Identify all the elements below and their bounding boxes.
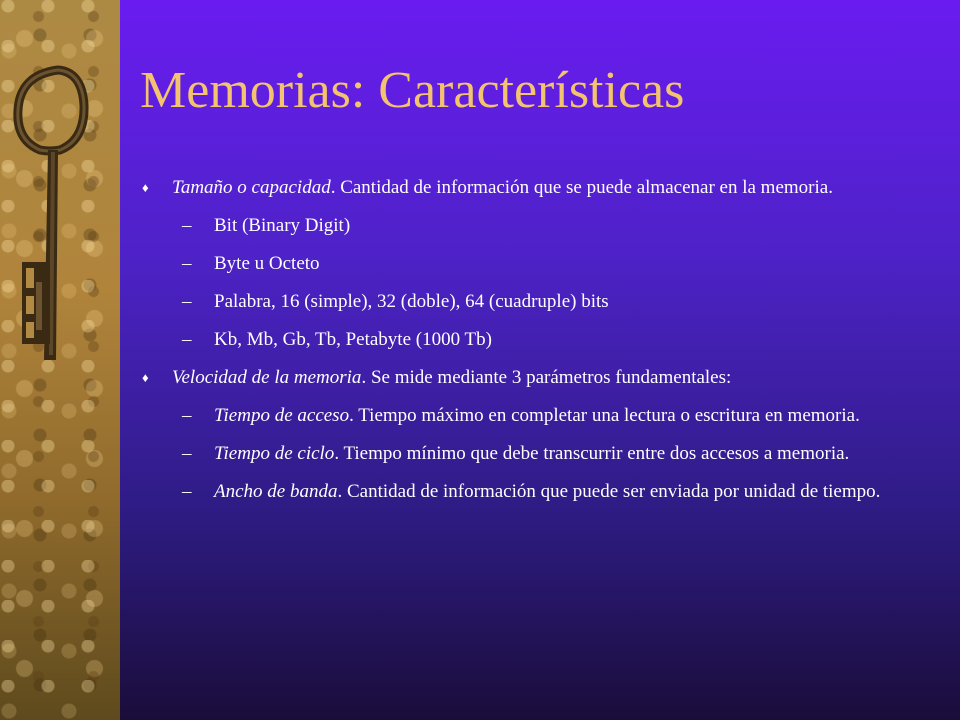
sub-item-term: Tiempo de acceso (214, 405, 350, 426)
dash-bullet-icon: – (182, 291, 192, 312)
dash-bullet-icon: – (182, 481, 192, 502)
sub-item-text: Byte u Octeto (214, 253, 320, 274)
dash-bullet-icon: – (182, 215, 192, 236)
sub-item-text: Palabra, 16 (simple), 32 (doble), 64 (cuadruple) bits (214, 291, 609, 312)
dash-bullet-icon: – (182, 443, 192, 464)
dash-bullet-icon: – (182, 405, 192, 426)
sub-item-text: Kb, Mb, Gb, Tb, Petabyte (1000 Tb) (214, 329, 492, 350)
bullet-item-tamano (142, 175, 932, 201)
diamond-bullet-icon: ♦ (142, 180, 149, 195)
slide-body (142, 175, 932, 517)
slide-title: Memorias: Características (140, 62, 685, 119)
sub-item-text: . Tiempo máximo en completar una lectura o escritura en memoria. (349, 405, 860, 426)
antique-key-icon (0, 0, 120, 720)
bullet-term: Velocidad de la memoria (172, 367, 362, 388)
sub-item-ancho-banda (142, 479, 932, 505)
dash-bullet-icon: – (182, 253, 192, 274)
bullet-item-velocidad (142, 365, 932, 391)
sub-item-bit (142, 213, 932, 239)
sub-item-palabra (142, 289, 932, 315)
sub-item-text: Bit (Binary Digit) (214, 215, 351, 236)
bullet-text: . Se mide mediante 3 parámetros fundamentales: (361, 367, 732, 388)
bullet-text: . Cantidad de información que se puede almacenar en la memoria. (330, 177, 833, 198)
sub-item-term: Tiempo de ciclo (214, 443, 335, 464)
bullet-term: Tamaño o capacidad (172, 177, 331, 198)
sub-item-text: . Tiempo mínimo que debe transcurrir entre dos accesos a memoria. (334, 443, 850, 464)
sub-item-text: . Cantidad de información que puede ser enviada por unidad de tiempo. (337, 481, 881, 502)
sidebar-key-image (0, 0, 120, 720)
dash-bullet-icon: – (182, 329, 192, 350)
sub-item-tiempo-acceso (142, 403, 932, 429)
diamond-bullet-icon: ♦ (142, 370, 149, 385)
sub-item-term: Ancho de banda (214, 481, 338, 502)
sub-item-tiempo-ciclo (142, 441, 932, 467)
sub-item-byte (142, 251, 932, 277)
sub-item-units (142, 327, 932, 353)
